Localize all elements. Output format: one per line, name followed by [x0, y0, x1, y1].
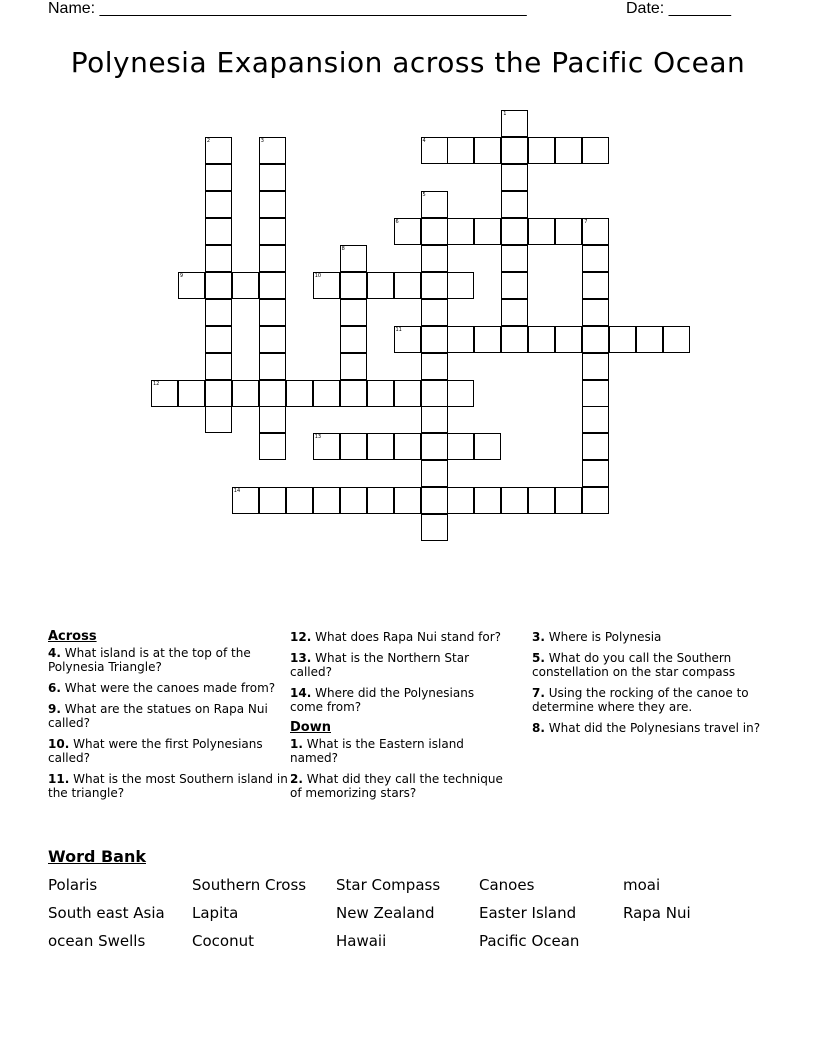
crossword-cell[interactable]: [259, 272, 286, 299]
crossword-cell[interactable]: [259, 406, 286, 433]
crossword-cell[interactable]: [340, 380, 367, 407]
across-heading: Across: [48, 629, 97, 644]
crossword-cell[interactable]: [555, 218, 582, 245]
word-bank-item: moai: [623, 876, 661, 894]
crossword-cell[interactable]: [582, 460, 609, 487]
down-clue-1: 1. What is the Eastern island named?: [290, 737, 464, 765]
crossword-cell[interactable]: [582, 487, 609, 514]
crossword-cell[interactable]: [367, 433, 394, 460]
crossword-cell[interactable]: [421, 460, 448, 487]
word-bank-item: Star Compass: [336, 876, 441, 894]
word-bank-item: Lapita: [192, 904, 239, 922]
crossword-cell[interactable]: [367, 487, 394, 514]
crossword-cell[interactable]: [421, 487, 448, 514]
word-bank-item: Coconut: [192, 932, 254, 950]
crossword-cell[interactable]: [609, 326, 636, 353]
crossword-cell[interactable]: [555, 326, 582, 353]
crossword-cell[interactable]: [501, 272, 528, 299]
crossword-cell[interactable]: [259, 433, 286, 460]
crossword-cell[interactable]: [340, 326, 367, 353]
crossword-cell[interactable]: [259, 380, 286, 407]
crossword-cell[interactable]: [474, 326, 501, 353]
crossword-cell[interactable]: [367, 272, 394, 299]
crossword-cell[interactable]: [205, 218, 232, 245]
crossword-cell[interactable]: [205, 299, 232, 326]
crossword-cell[interactable]: [340, 299, 367, 326]
crossword-cell[interactable]: [421, 353, 448, 380]
down-clue-5: 5. What do you call the Southern constellation on the star compass: [532, 651, 736, 679]
across-clue-13: 13. What is the Northern Star called?: [290, 651, 470, 679]
crossword-cell[interactable]: [636, 326, 663, 353]
clues-column-3: [532, 630, 772, 742]
crossword-cell[interactable]: [232, 487, 259, 514]
crossword-cell[interactable]: [501, 137, 528, 164]
clue-number: 7: [584, 218, 588, 225]
crossword-cell[interactable]: [474, 433, 501, 460]
across-clue-6: 6. What were the canoes made from?: [48, 681, 276, 695]
clue-number: 11: [395, 326, 402, 333]
crossword-cell[interactable]: [501, 110, 528, 137]
crossword-cell[interactable]: [232, 272, 259, 299]
word-bank-item: Pacific Ocean: [479, 932, 580, 950]
crossword-cell[interactable]: [286, 380, 313, 407]
crossword-cell[interactable]: [367, 380, 394, 407]
crossword-cell[interactable]: [421, 245, 448, 272]
crossword-cell[interactable]: [501, 191, 528, 218]
word-bank-item: ocean Swells: [48, 932, 146, 950]
word-bank-title: Word Bank: [48, 847, 147, 866]
clue-number: 10: [314, 272, 322, 279]
crossword-cell[interactable]: [394, 487, 421, 514]
crossword-cell[interactable]: [340, 272, 367, 299]
date-field-label[interactable]: Date: _______: [626, 0, 731, 17]
crossword-cell[interactable]: [528, 326, 555, 353]
crossword-cell[interactable]: [447, 380, 474, 407]
crossword-cell[interactable]: [582, 326, 609, 353]
crossword-cell[interactable]: [205, 380, 232, 407]
crossword-cell[interactable]: [555, 487, 582, 514]
down-clue-8: 8. What did the Polynesians travel in?: [532, 721, 761, 735]
crossword-cell[interactable]: [421, 326, 448, 353]
crossword-cell[interactable]: [501, 164, 528, 191]
crossword-cell[interactable]: [178, 380, 205, 407]
crossword-cell[interactable]: [313, 487, 340, 514]
crossword-cell[interactable]: [528, 487, 555, 514]
crossword-cell[interactable]: [340, 433, 367, 460]
across-clue-10: 10. What were the first Polynesians called?: [48, 737, 263, 765]
crossword-cell[interactable]: [501, 299, 528, 326]
crossword-cell[interactable]: [313, 433, 340, 460]
name-field-label[interactable]: Name: ________________________________________________: [48, 0, 527, 17]
across-clue-9: 9. What are the statues on Rapa Nui called?: [48, 702, 268, 730]
across-clue-11: 11. What is the most Southern island in the triangle?: [48, 772, 288, 800]
crossword-cell[interactable]: [447, 487, 474, 514]
crossword-cell[interactable]: [421, 514, 448, 541]
crossword-cell[interactable]: [421, 406, 448, 433]
crossword-cell[interactable]: [232, 380, 259, 407]
word-bank-item: Southern Cross: [192, 876, 307, 894]
crossword-cell[interactable]: [582, 299, 609, 326]
word-bank-item: Easter Island: [479, 904, 577, 922]
crossword-cell[interactable]: [474, 487, 501, 514]
crossword-cell[interactable]: [663, 326, 690, 353]
crossword-cell[interactable]: [259, 191, 286, 218]
crossword-cell[interactable]: [447, 272, 474, 299]
crossword-cell[interactable]: [582, 272, 609, 299]
down-clue-7: 7. Using the rocking of the canoe to determine where they are.: [532, 686, 749, 714]
crossword-cell[interactable]: [259, 487, 286, 514]
crossword-cell[interactable]: [555, 137, 582, 164]
crossword-cell[interactable]: [259, 218, 286, 245]
page-title: Polynesia Exapansion across the Pacific Ocean: [70, 46, 746, 79]
crossword-cell[interactable]: [447, 433, 474, 460]
crossword-cell[interactable]: [421, 137, 448, 164]
crossword-cell[interactable]: [447, 137, 474, 164]
crossword-cell[interactable]: [205, 245, 232, 272]
across-clue-4: 4. What island is at the top of the Polynesia Triangle?: [48, 646, 251, 674]
clue-number: 3: [260, 137, 264, 144]
clue-number: 8: [341, 245, 345, 252]
crossword-cell[interactable]: [582, 406, 609, 433]
crossword-cell[interactable]: [447, 218, 474, 245]
crossword-cell[interactable]: [340, 487, 367, 514]
clue-number: 12: [153, 380, 160, 387]
word-bank-item: South east Asia: [48, 904, 165, 922]
crossword-cell[interactable]: [421, 218, 448, 245]
clue-number: 14: [233, 488, 241, 495]
crossword-cell[interactable]: [421, 272, 448, 299]
crossword-cell[interactable]: [178, 272, 205, 299]
clue-number: 13: [314, 434, 322, 441]
clue-number: 4: [422, 137, 426, 144]
crossword-cell[interactable]: [501, 218, 528, 245]
crossword-cell[interactable]: [394, 433, 421, 460]
down-clue-2: 2. What did they call the technique of memorizing stars?: [290, 772, 503, 800]
crossword-cell[interactable]: [501, 245, 528, 272]
crossword-cell[interactable]: [582, 218, 609, 245]
crossword-cell[interactable]: [259, 137, 286, 164]
crossword-cell[interactable]: [582, 353, 609, 380]
crossword-cell[interactable]: [286, 487, 313, 514]
crossword-cell[interactable]: [421, 191, 448, 218]
crossword-cell[interactable]: [501, 487, 528, 514]
crossword-cell[interactable]: [582, 433, 609, 460]
crossword-cell[interactable]: [313, 380, 340, 407]
crossword-cell[interactable]: [582, 137, 609, 164]
crossword-cell[interactable]: [259, 353, 286, 380]
crossword-cell[interactable]: [421, 433, 448, 460]
word-bank-item: Polaris: [48, 876, 98, 894]
crossword-cell[interactable]: [421, 380, 448, 407]
crossword-cell[interactable]: [340, 245, 367, 272]
crossword-cell[interactable]: [313, 272, 340, 299]
clues-column-1: [48, 630, 288, 807]
word-bank-item: New Zealand: [336, 904, 435, 922]
crossword-cell[interactable]: [259, 326, 286, 353]
word-bank-item: Hawaii: [336, 932, 387, 950]
crossword-cell[interactable]: [205, 137, 232, 164]
crossword-cell[interactable]: [394, 380, 421, 407]
crossword-cell[interactable]: [205, 406, 232, 433]
crossword-cell[interactable]: [205, 191, 232, 218]
clues-column-2: [290, 630, 505, 807]
crossword-cell[interactable]: [501, 326, 528, 353]
crossword-cell[interactable]: [474, 218, 501, 245]
word-bank-item: Canoes: [479, 876, 535, 894]
crossword-cell[interactable]: [421, 299, 448, 326]
crossword-cell[interactable]: [528, 218, 555, 245]
clue-number: 1: [503, 111, 507, 117]
crossword-cell[interactable]: [394, 326, 421, 353]
crossword-cell[interactable]: [151, 380, 178, 407]
clue-number: 2: [206, 137, 211, 144]
clue-number: 6: [395, 218, 399, 225]
crossword-cell[interactable]: [205, 164, 232, 191]
crossword-cell[interactable]: [205, 353, 232, 380]
crossword-cell[interactable]: [582, 245, 609, 272]
crossword-cell[interactable]: [205, 272, 232, 299]
crossword-cell[interactable]: [259, 164, 286, 191]
down-heading: Down: [290, 720, 331, 735]
crossword-cell[interactable]: [340, 353, 367, 380]
crossword-cell[interactable]: [394, 218, 421, 245]
clue-number: 5: [422, 191, 426, 198]
word-bank-item: Rapa Nui: [623, 904, 691, 922]
crossword-cell[interactable]: [528, 137, 555, 164]
crossword-cell[interactable]: [259, 299, 286, 326]
crossword-cell[interactable]: [259, 245, 286, 272]
down-clue-3: 3. Where is Polynesia: [532, 630, 662, 644]
crossword-cell[interactable]: [447, 326, 474, 353]
crossword-cell[interactable]: [394, 272, 421, 299]
crossword-cell[interactable]: [474, 137, 501, 164]
crossword-cell[interactable]: [205, 326, 232, 353]
across-clue-14: 14. Where did the Polynesians come from?: [290, 686, 475, 714]
crossword-cell[interactable]: [582, 380, 609, 407]
across-clue-12: 12. What does Rapa Nui stand for?: [290, 630, 502, 644]
clue-number: 9: [179, 272, 184, 279]
